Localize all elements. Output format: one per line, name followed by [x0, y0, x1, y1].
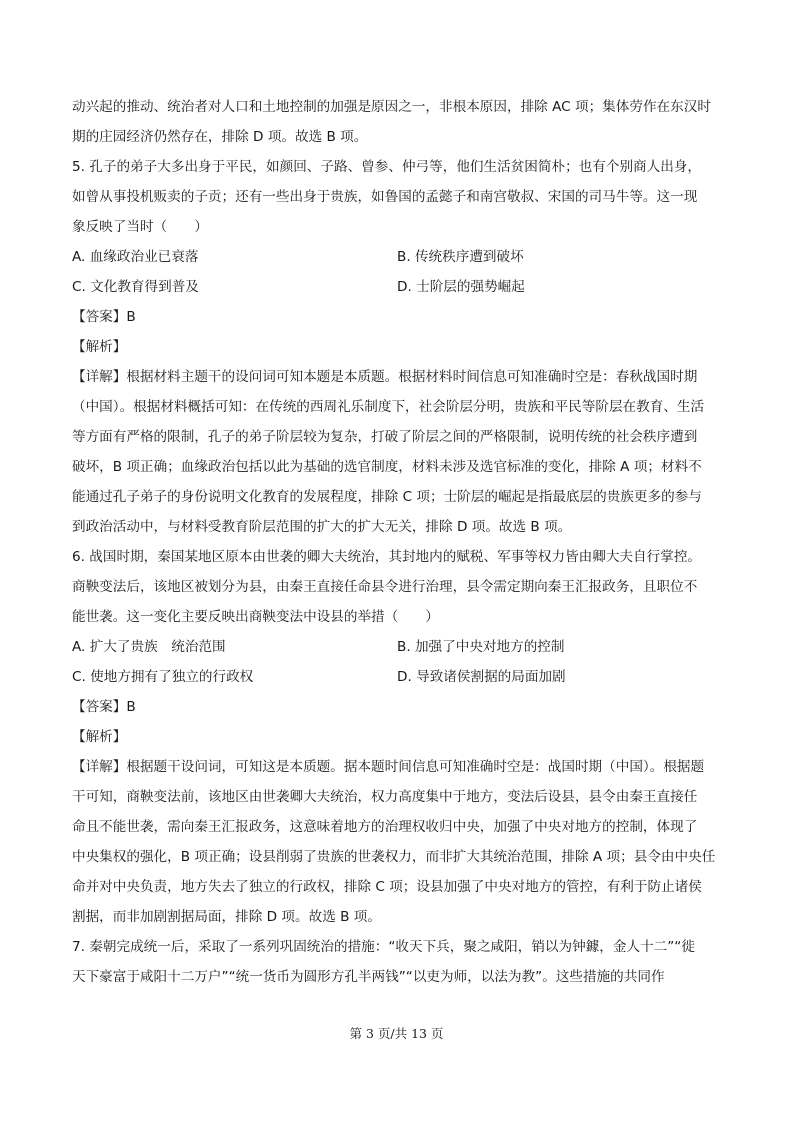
question-6-stem: 6. 战国时期，秦国某地区原本由世袭的卿大夫统治，其封地内的赋税、军事等权力皆由卿大夫自行掌控。 [72, 549, 702, 565]
option-a: A. 血缘政治业已衰落 [72, 249, 199, 265]
question-6-options-row [72, 632, 722, 662]
answer-label: 【答案】B [72, 309, 136, 325]
detail-line: 破坏，B 项正确；血缘政治包括以此为基础的选官制度，材料未涉及选官标准的变化，排除 A 项；材料不 [72, 459, 702, 475]
option-c: C. 文化教育得到普及 [72, 279, 199, 295]
detail-line: 割据，而非加剧割据局面，排除 D 项。故选 B 项。 [72, 909, 381, 925]
question-5-stem: 象反映了当时（ ） [72, 219, 208, 235]
detail-line: （中国）。根据材料概括可知：在传统的西周礼乐制度下，社会阶层分明，贵族和平民等阶层在教育、生活 [72, 399, 705, 415]
detail-line: 【详解】根据材料主题干的设问词可知本题是本质题。根据材料时间信息可知准确时空是：春秋战国时期 [72, 369, 698, 385]
question-5-options-row [72, 272, 722, 302]
option-d: D. 士阶层的强势崛起 [397, 279, 525, 295]
detail-line: 到政治活动中，与材料受教育阶层范围的扩大的扩大无关，排除 D 项。故选 B 项。 [72, 519, 572, 535]
question-5-stem: 如曾从事投机贩卖的子贡；还有一些出身于贵族，如鲁国的孟懿子和南宫敬叔、宋国的司马牛等。这一现 [72, 189, 698, 205]
question-5-options-row [72, 242, 722, 272]
option-c: C. 使地方拥有了独立的行政权 [72, 669, 254, 685]
detail-line: 命并对中央负责，地方失去了独立的行政权，排除 C 项；设县加强了中央对地方的管控，有利于防止诸侯 [72, 879, 702, 895]
option-b: B. 传统秩序遭到破坏 [397, 249, 524, 265]
detail-line: 等方面有严格的限制，孔子的弟子阶层较为复杂，打破了阶层之间的严格限制，说明传统的社会秩序遭到 [72, 429, 698, 445]
detail-line: 干可知，商鞅变法前，该地区由世袭卿大夫统治，权力高度集中于地方，变法后设县，县令由秦王直接任 [72, 789, 698, 805]
detail-line: 中央集权的强化，B 项正确；设县削弱了贵族的世袭权力，而非扩大其统治范围，排除 A 项；县令由中央任 [72, 849, 716, 865]
answer-label: 【答案】B [72, 699, 136, 715]
detail-line: 命且不能世袭，需向秦王汇报政务，这意味着地方的治理权收归中央，加强了中央对地方的控制，体现了 [72, 819, 698, 835]
detail-line: 【详解】根据题干设问词，可知这是本质题。据本题时间信息可知准确时空是：战国时期（中国）。根据题 [72, 759, 705, 775]
analysis-label: 【解析】 [72, 339, 127, 355]
option-a: A. 扩大了贵族 统治范围 [72, 639, 226, 655]
page-number: 第 3 页/共 13 页 [349, 1026, 444, 1041]
analysis-label: 【解析】 [72, 729, 127, 745]
page-content [72, 92, 722, 992]
option-b: B. 加强了中央对地方的控制 [397, 639, 565, 655]
question-6-options-row [72, 662, 722, 692]
question-5-stem: 5. 孔子的弟子大多出身于平民，如颜回、子路、曾参、仲弓等，他们生活贫困简朴；也有个别商人出身， [72, 159, 702, 175]
question-7-stem: 7. 秦朝完成统一后，采取了一系列巩固统治的措施：“收天下兵，聚之咸阳，销以为钟鐻，金人十二”“徙 [72, 939, 695, 955]
text-line: 动兴起的推动、统治者对人口和土地控制的加强是原因之一，非根本原因，排除 AC 项；集体劳作在东汉时 [72, 99, 711, 115]
question-6-stem: 能世袭。这一变化主要反映出商鞅变法中设县的举措（ ） [72, 609, 440, 625]
detail-line: 能通过孔子弟子的身份说明文化教育的发展程度，排除 C 项；士阶层的崛起是指最底层的贵族更多的参与 [72, 489, 702, 505]
text-line: 期的庄园经济仍然存在，排除 D 项。故选 B 项。 [72, 129, 368, 145]
question-7-stem: 天下豪富于咸阳十二万户”“统一货币为圆形方孔半两钱”“以吏为师，以法为教”。这些措施的共同作 [72, 969, 665, 985]
question-6-stem: 商鞅变法后，该地区被划分为县，由秦王直接任命县令进行治理，县令需定期向秦王汇报政务，且职位不 [72, 579, 698, 595]
option-d: D. 导致诸侯割据的局面加剧 [397, 669, 566, 685]
